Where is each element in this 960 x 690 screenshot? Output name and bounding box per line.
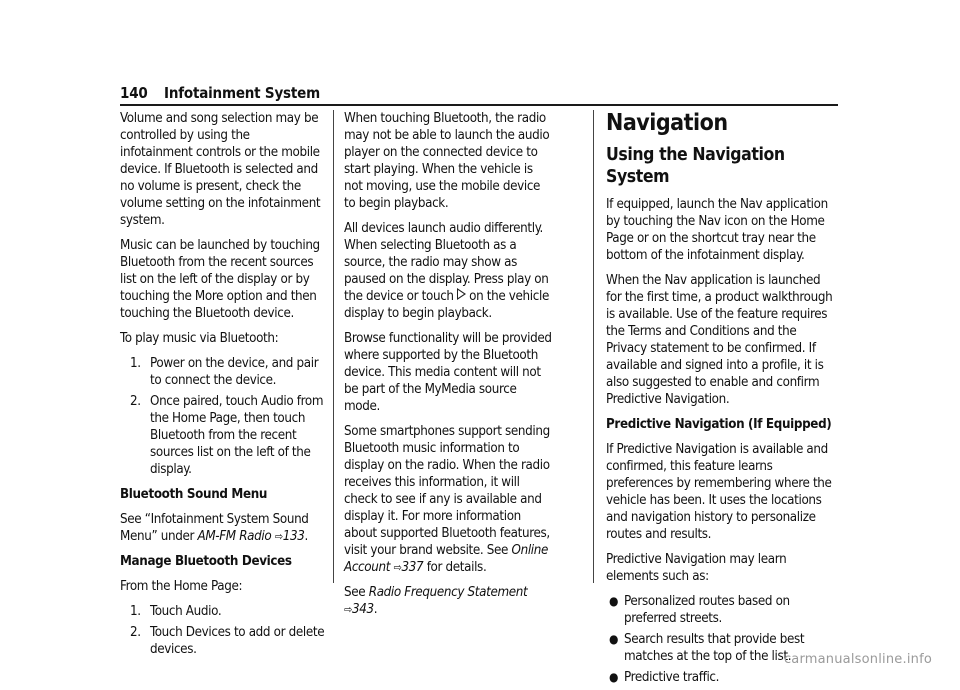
bullet-list	[606, 593, 836, 686]
paragraph: From the Home Page:	[120, 579, 243, 594]
page-ref-arrow-icon: ⇨	[274, 530, 283, 543]
paragraph: When touching Bluetooth, the radio may not be able to launch the audio player on the connected device to start playing. When the vehicle is not moving, use the mobile device to begin playback.	[344, 111, 550, 211]
subsection-heading: Using the Navigation System	[606, 145, 785, 187]
page-number: 140	[120, 84, 148, 102]
paragraph: Volume and song selection may be controlled by using the infotainment controls or the mobile device. If Bluetooth is selected and no volume is present, check the volume setting on the infotainment system.	[120, 111, 321, 228]
paragraph	[344, 220, 554, 322]
step-number: 1.	[130, 604, 141, 619]
list-item	[120, 355, 325, 389]
paragraph: Browse functionality will be provided where supported by the Bluetooth device. This media content will not be part of the MyMedia source mode.	[344, 331, 552, 414]
step-text: Power on the device, and pair to connect the device.	[150, 356, 319, 388]
bullet-text: Search results that provide best matches at the top of the list.	[624, 632, 805, 664]
bullet-text: Predictive traffic.	[624, 670, 720, 685]
bullet-icon: ●	[609, 594, 619, 608]
paragraph	[120, 511, 325, 545]
column-2	[344, 110, 554, 626]
list-item	[120, 603, 325, 620]
watermark: carmanualsonline.info	[783, 652, 932, 667]
section-heading: Navigation	[606, 110, 728, 136]
cross-reference-link[interactable]: Online Account	[344, 543, 549, 575]
page-header	[120, 82, 838, 106]
column-divider	[333, 110, 334, 583]
paragraph: When the Nav application is launched for the first time, a product walkthrough is available. Use of the feature requires the Terms and Conditions and the Privacy statement to be confirmed. If available and signed into a profile, it is also suggested to enable and confirm Predictive Navigation.	[606, 273, 833, 407]
steps-list	[120, 355, 325, 478]
paragraph: To play music via Bluetooth:	[120, 331, 279, 346]
paragraph	[344, 584, 554, 618]
page-ref-number[interactable]: 343	[351, 602, 374, 617]
bullet-icon: ●	[609, 670, 619, 684]
text: All devices launch audio differently. When selecting Bluetooth as a source, the radio may show as paused on the display. Press play on the device or touch	[344, 221, 549, 304]
page-ref-arrow-icon: ⇨	[393, 561, 402, 574]
cross-reference-link[interactable]: AM-FM Radio	[197, 529, 272, 544]
list-item	[606, 593, 836, 627]
page-ref-arrow-icon: ⇨	[344, 603, 352, 616]
text: Some smartphones support sending Bluetooth music information to display on the radio. When the radio receives this information, it will check to see if any is available and display it. For more information about supported Bluetooth features, visit your brand website. See	[344, 424, 550, 558]
play-icon	[457, 288, 466, 300]
paragraph: Music can be launched by touching Bluetooth from the recent sources list on the left of the display or by touching the More option and then touching the Bluetooth device.	[120, 238, 320, 321]
subheading-predictive-navigation: Predictive Navigation (If Equipped)	[606, 417, 832, 432]
step-text: Once paired, touch Audio from the Home Page, then touch Bluetooth from the recent sources list on the left of the display.	[150, 394, 324, 477]
text: for details.	[423, 560, 487, 575]
text: See	[344, 585, 369, 600]
page-ref-number[interactable]: 337	[401, 560, 424, 575]
subheading-manage-devices: Manage Bluetooth Devices	[120, 554, 292, 569]
paragraph	[344, 423, 554, 576]
paragraph: If Predictive Navigation is available and confirmed, this feature learns preferences by remembering where the vehicle has been. It uses the locations and navigation history to personalize routes and results.	[606, 442, 832, 542]
text: See “Infotainment System Sound Menu” under	[120, 512, 309, 544]
column-3	[606, 110, 836, 690]
column-divider	[593, 110, 594, 583]
cross-reference-link[interactable]: Radio Frequency Statement	[368, 585, 528, 600]
step-text: Touch Devices to add or delete devices.	[150, 625, 325, 657]
section-title: Infotainment System	[164, 84, 320, 102]
step-number: 1.	[130, 356, 141, 371]
list-item	[120, 393, 325, 478]
column-1	[120, 110, 325, 666]
step-text: Touch Audio.	[150, 604, 222, 619]
subheading-sound-menu: Bluetooth Sound Menu	[120, 487, 268, 502]
page-ref-number[interactable]: 133	[282, 529, 305, 544]
paragraph: If equipped, launch the Nav application by touching the Nav icon on the Home Page or on the shortcut tray near the bottom of the infotainment display.	[606, 197, 828, 263]
paragraph: Predictive Navigation may learn elements such as:	[606, 552, 787, 584]
list-item	[120, 624, 325, 658]
bullet-text: Personalized routes based on preferred streets.	[624, 594, 790, 626]
text: .	[373, 602, 378, 617]
bullet-icon: ●	[609, 632, 619, 646]
step-number: 2.	[130, 394, 141, 409]
text: .	[304, 529, 308, 544]
text: on the vehicle display to begin playback.	[344, 289, 549, 321]
steps-list	[120, 603, 325, 658]
step-number: 2.	[130, 625, 141, 640]
